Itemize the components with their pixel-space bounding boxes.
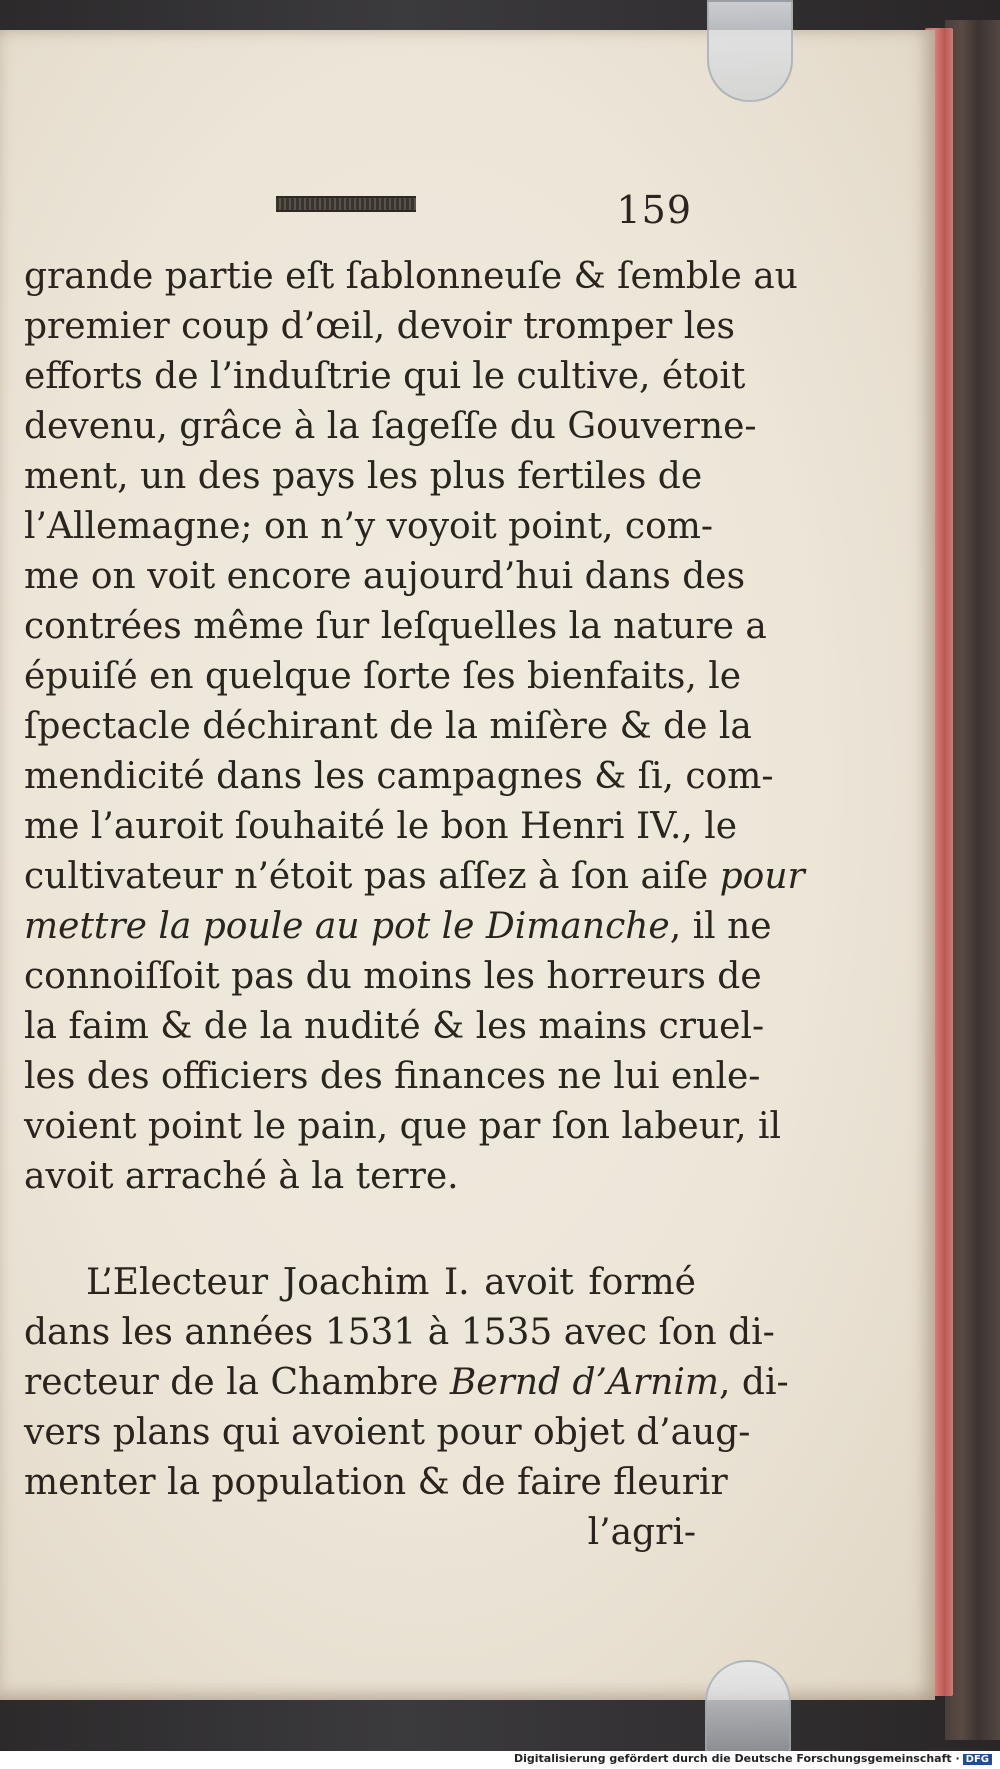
italic-segment: pour xyxy=(719,856,805,897)
text-segment: , il ne xyxy=(669,906,772,947)
text-line: la faim & de la nudité & les mains cruel- xyxy=(24,1006,765,1047)
footer-credit xyxy=(514,1752,992,1765)
body-text xyxy=(24,252,805,1558)
text-line: L’Electeur Joachim I. avoit formé xyxy=(86,1262,696,1303)
text-segment: recteur de la Chambre xyxy=(24,1362,439,1403)
text-line: efforts de l’induſtrie qui le cultive, étoit xyxy=(24,356,746,397)
header-ornament-rule xyxy=(276,196,416,212)
text-line: me on voit encore aujourd’hui dans des xyxy=(24,556,746,597)
text-line: épuiſé en quelque ſorte ſes bienfaits, le xyxy=(24,656,742,697)
page-clip-top xyxy=(707,0,793,102)
text-line-mixed xyxy=(24,852,805,902)
text-line: avoit arraché à la terre. xyxy=(24,1156,459,1197)
text-segment: cultivateur n’étoit pas aſſez à ſon aiſe xyxy=(24,856,709,897)
text-line-mixed xyxy=(24,902,772,952)
page-clip-bottom xyxy=(705,1660,791,1754)
dfg-logo-icon: DFG xyxy=(963,1754,992,1765)
page-number: 159 xyxy=(616,188,692,232)
book-board xyxy=(945,20,1000,1740)
text-line: dans les années 1531 à 1535 avec ſon di- xyxy=(24,1312,775,1353)
text-line: contrées même ſur leſquelles la nature a xyxy=(24,606,767,647)
catchword: l’agri- xyxy=(587,1512,696,1553)
text-line: ſpectacle déchirant de la miſère & de la xyxy=(24,706,752,747)
text-line: menter la population & de faire fleurir xyxy=(24,1462,728,1503)
text-line-mixed xyxy=(24,1358,789,1408)
text-line: grande partie eſt ſablonneuſe & ſemble au xyxy=(24,256,798,297)
text-line: devenu, grâce à la ſageſſe du Gouverne- xyxy=(24,406,757,447)
text-line: premier coup d’œil, devoir tromper les xyxy=(24,306,735,347)
text-line: vers plans qui avoient pour objet d’aug- xyxy=(24,1412,751,1453)
italic-segment: mettre la poule au pot le Dimanche xyxy=(24,906,670,947)
text-line: me l’auroit ſouhaité le bon Henri IV., le xyxy=(24,806,738,847)
text-line: connoiſſoit pas du moins les horreurs de xyxy=(24,956,762,997)
italic-segment: Bernd d’Arnim xyxy=(449,1362,720,1403)
text-line: l’Allemagne; on n’y voyoit point, com- xyxy=(24,506,714,547)
text-line: les des officiers des finances ne lui enle- xyxy=(24,1056,761,1097)
text-line: voient point le pain, que par ſon labeur, il xyxy=(24,1106,782,1147)
footer-credit-text: Digitalisierung gefördert durch die Deutsche Forschungsgemeinschaft · xyxy=(513,1752,960,1765)
text-line: ment, un des pays les plus fertiles de xyxy=(24,456,703,497)
text-segment: , di- xyxy=(719,1362,789,1403)
text-line: mendicité dans les campagnes & ſi, com- xyxy=(24,756,774,797)
